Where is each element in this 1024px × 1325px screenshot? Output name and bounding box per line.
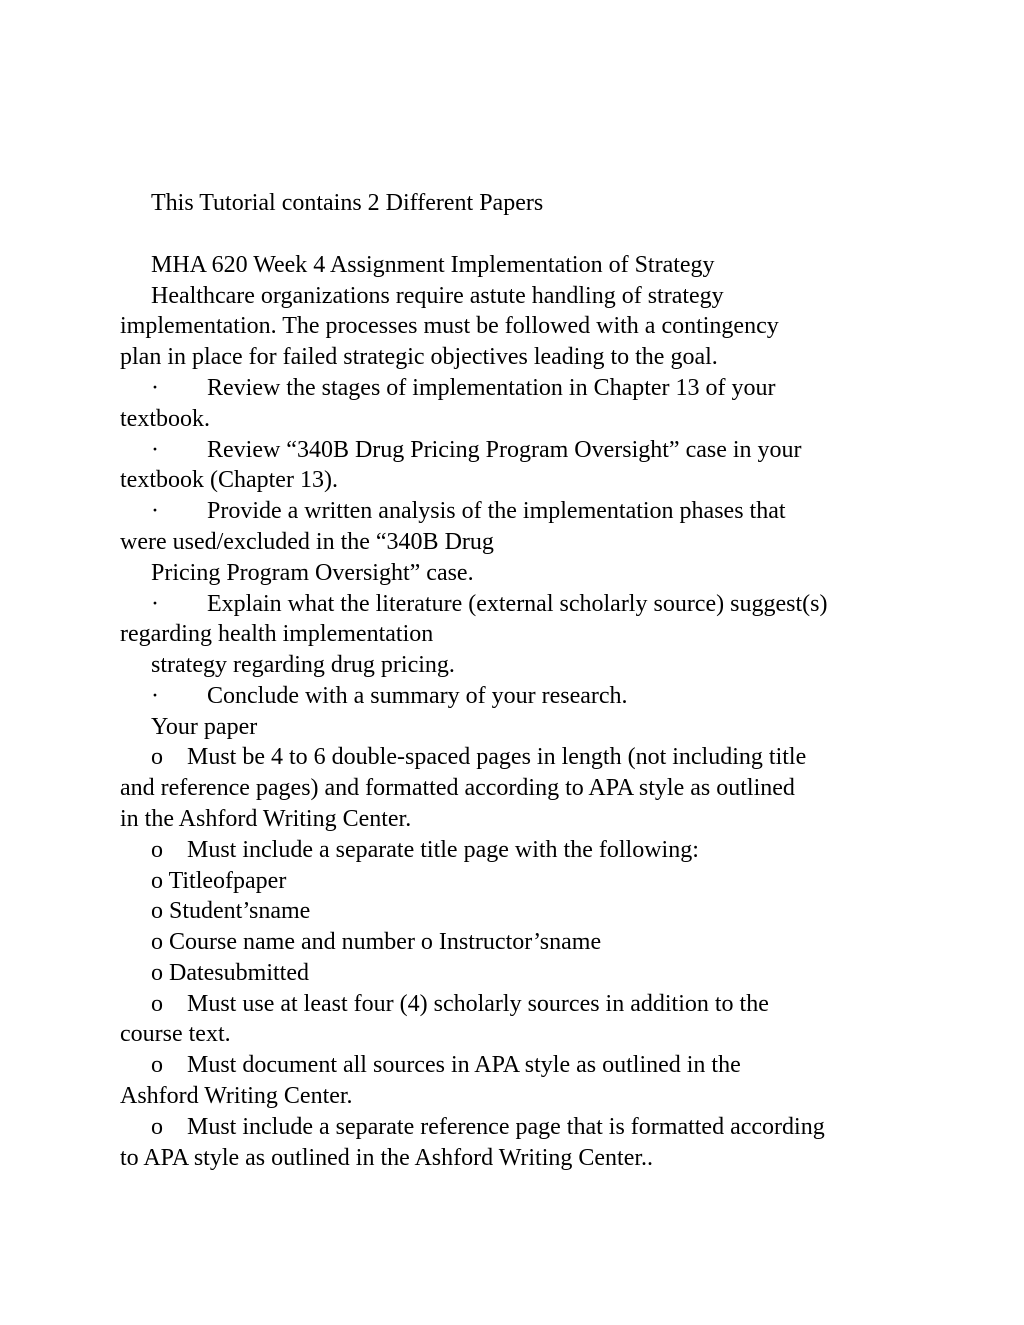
bullet-item-continuation: Pricing Program Oversight” case.: [151, 560, 474, 586]
bullet-item: · Provide a written analysis of the implementation phases that: [151, 498, 786, 524]
requirement-item-continuation: and reference pages) and formatted according to APA style as outlined: [120, 775, 795, 801]
paragraph-line: implementation. The processes must be followed with a contingency: [120, 313, 779, 339]
title-page-subitem: o Datesubmitted: [151, 960, 309, 986]
intro-line: This Tutorial contains 2 Different Papers: [151, 190, 544, 216]
requirement-item: o Must include a separate reference page that is formatted according: [151, 1114, 825, 1140]
bullet-item-continuation: strategy regarding drug pricing.: [151, 652, 455, 678]
bullet-item: · Conclude with a summary of your research.: [151, 683, 628, 709]
title-page-subitem: o Course name and number o Instructor’sname: [151, 929, 602, 955]
your-paper-heading: Your paper: [151, 714, 258, 740]
requirement-item-continuation: course text.: [120, 1021, 231, 1047]
bullet-item-continuation: textbook (Chapter 13).: [120, 467, 338, 493]
requirement-item-continuation: to APA style as outlined in the Ashford Writing Center..: [120, 1145, 654, 1171]
requirement-item-continuation: Ashford Writing Center.: [120, 1083, 353, 1109]
requirement-item-continuation: in the Ashford Writing Center.: [120, 806, 412, 832]
bullet-item-continuation: textbook.: [120, 406, 210, 432]
requirement-item: o Must include a separate title page with the following:: [151, 837, 699, 863]
assignment-title: MHA 620 Week 4 Assignment Implementation of Strategy: [151, 252, 715, 278]
bullet-item: · Review the stages of implementation in Chapter 13 of your: [151, 375, 776, 401]
title-page-subitem: o Student’sname: [151, 898, 311, 924]
requirement-item: o Must be 4 to 6 double-spaced pages in length (not including title: [151, 744, 807, 770]
bullet-item-continuation: were used/excluded in the “340B Drug: [120, 529, 494, 555]
bullet-item-continuation: regarding health implementation: [120, 621, 434, 647]
requirement-item: o Must use at least four (4) scholarly sources in addition to the: [151, 991, 769, 1017]
bullet-item: · Review “340B Drug Pricing Program Oversight” case in your: [151, 437, 802, 463]
requirement-item: o Must document all sources in APA style as outlined in the: [151, 1052, 741, 1078]
paragraph-line: plan in place for failed strategic objectives leading to the goal.: [120, 344, 718, 370]
title-page-subitem: o Titleofpaper: [151, 868, 287, 894]
paragraph-line: Healthcare organizations require astute handling of strategy: [151, 283, 724, 309]
bullet-item: · Explain what the literature (external scholarly source) suggest(s): [151, 591, 828, 617]
